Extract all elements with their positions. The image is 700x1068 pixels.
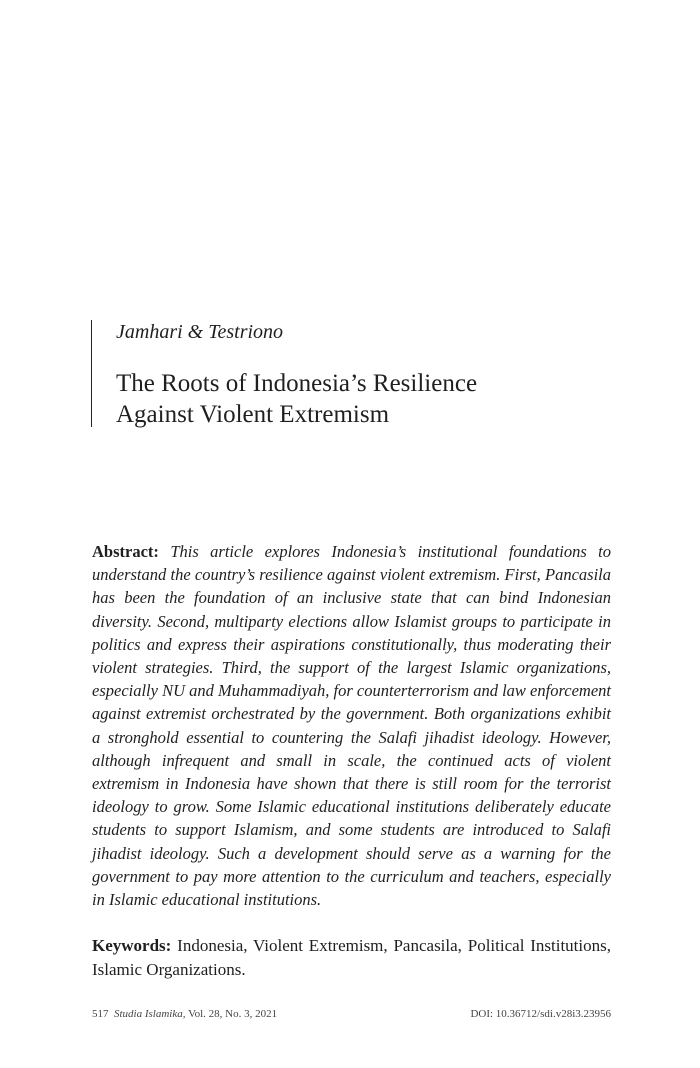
article-title <box>116 368 536 430</box>
abstract-text: This article explores Indonesia’s institutional foundations to understand the country’s resilience against violent extremism. First, Pancasila has been the foundation of an inclusive state that can bind Indonesian diversity. Second, multiparty elections allow Islamist groups to participate in politics and express their aspirations constitutionally, thus moderating their violent strategies. Third, the support of the largest Islamic organizations, especially NU and Muhammadiyah, for counterterrorism and law enforcement against extremist orchestrated by the government. Both organizations exhibit a stronghold essential to countering the Salafi jihadist ideology. However, although infrequent and small in scale, the continued acts of violent extremism in Indonesia have shown that there is still room for the terrorist ideology to grow. Some Islamic educational institutions deliberately educate students to support Islamism, and some students are introduced to Salafi jihadist ideology. Such a development should serve as a warning for the government to pay more attention to the curriculum and teachers, especially in Islamic educational institutions. <box>92 542 612 910</box>
article-title-line-2: Against Violent Extremism <box>116 401 390 428</box>
volume-info: Vol. 28, No. 3, 2021 <box>188 1008 278 1020</box>
article-title-line-1: The Roots of Indonesia’s Resilience <box>116 370 478 397</box>
title-block <box>91 320 532 427</box>
abstract-label: Abstract: <box>92 542 159 561</box>
keywords-text: Indonesia, Violent Extremism, Pancasila, Political Institutions, Islamic Organizations. <box>92 936 611 979</box>
footer-citation <box>92 1007 277 1021</box>
authors: Jamhari & Testriono <box>116 321 284 343</box>
doi: DOI: 10.36712/sdi.v28i3.23956 <box>470 1008 611 1020</box>
keywords-label: Keywords: <box>92 936 172 955</box>
keywords <box>92 934 611 982</box>
abstract <box>92 540 611 911</box>
page-number: 517 <box>92 1008 109 1020</box>
journal-name: Studia Islamika, <box>114 1008 186 1020</box>
